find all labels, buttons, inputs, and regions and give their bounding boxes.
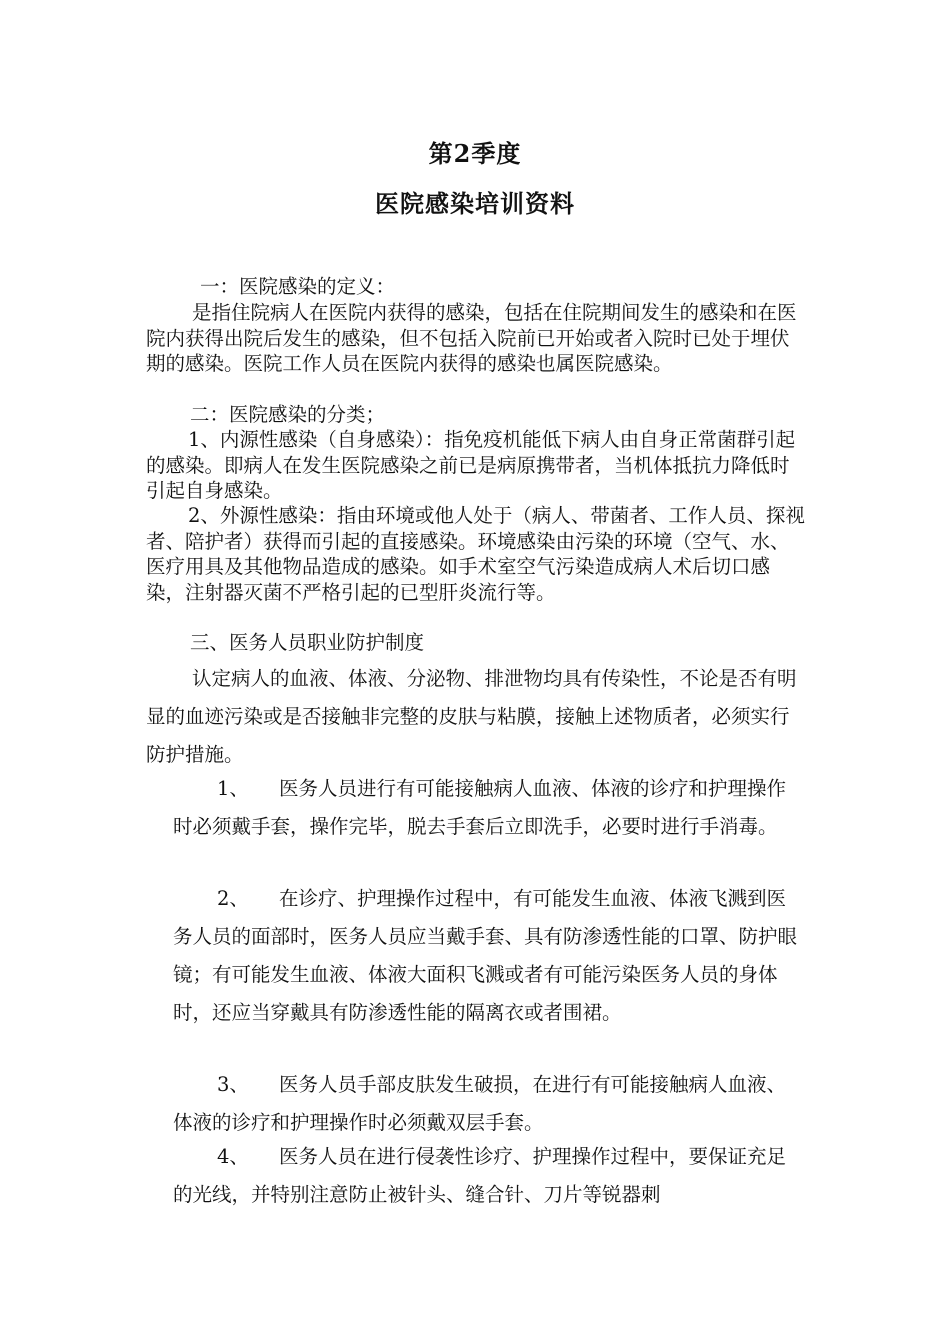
section2-item1: 1、内源性感染（自身感染）：指免疫机能低下病人由自身正常菌群引起的感染。即病人在发生医院感染之前已是病原携带者，当机体抵抗力降低时引起自身感染。 bbox=[146, 428, 796, 502]
list-item bbox=[173, 770, 805, 846]
list-item-text: 医务人员进行有可能接触病人血液、体液的诊疗和护理操作时必须戴手套，操作完毕，脱去手套后立即洗手，必要时进行手消毒。 bbox=[173, 777, 787, 838]
section2-item2: 2、外源性感染：指由环境或他人处于（病人、带菌者、工作人员、探视者、陪护者）获得而引起的直接感染。环境感染由污染的环境（空气、水、医疗用具及其他物品造成的感染。如手术室空气污染造成病人术后切口感染，注射器灭菌不严格引起的已型肝炎流行等。 bbox=[146, 504, 805, 604]
list-item-number: 3、 bbox=[217, 1073, 249, 1096]
list-item-number: 4、 bbox=[217, 1145, 249, 1168]
list-item-number: 2、 bbox=[217, 887, 249, 910]
section1-body: 是指住院病人在医院内获得的感染，包括在住院期间发生的感染和在医院内获得出院后发生的感染，但不包括入院前已开始或者入院时已处于埋伏期的感染。医院工作人员在医院内获得的感染也属医院感染。 bbox=[146, 301, 797, 375]
list-item-text: 医务人员手部皮肤发生破损，在进行有可能接触病人血液、体液的诊疗和护理操作时必须戴双层手套。 bbox=[173, 1073, 787, 1134]
list-item-number: 1、 bbox=[217, 777, 249, 800]
list-item bbox=[173, 880, 805, 1032]
list-item bbox=[173, 1138, 805, 1214]
list-item bbox=[173, 1066, 805, 1142]
section3-heading: 三、医务人员职业防护制度 bbox=[190, 631, 425, 654]
document-title-quarter: 第2季度 bbox=[428, 139, 522, 168]
document-title: 医院感染培训资料 bbox=[375, 189, 575, 218]
section2-heading: 二：医院感染的分类； bbox=[190, 403, 386, 426]
list-item-text: 在诊疗、护理操作过程中，有可能发生血液、体液飞溅到医务人员的面部时，医务人员应当戴手套、具有防渗透性能的口罩、防护眼镜；有可能发生血液、体液大面积飞溅或者有可能污染医务人员的身体时，还应当穿戴具有防渗透性能的隔离衣或者围裙。 bbox=[173, 887, 798, 1024]
section3-intro: 认定病人的血液、体液、分泌物、排泄物均具有传染性，不论是否有明显的血迹污染或是否接触非完整的皮肤与粘膜，接触上述物质者，必须实行防护措施。 bbox=[146, 667, 797, 766]
list-item-text: 医务人员在进行侵袭性诊疗、护理操作过程中，要保证充足的光线，并特别注意防止被针头、缝合针、刀片等锐器刺 bbox=[173, 1145, 787, 1206]
section1-heading: 一：医院感染的定义： bbox=[200, 275, 396, 298]
